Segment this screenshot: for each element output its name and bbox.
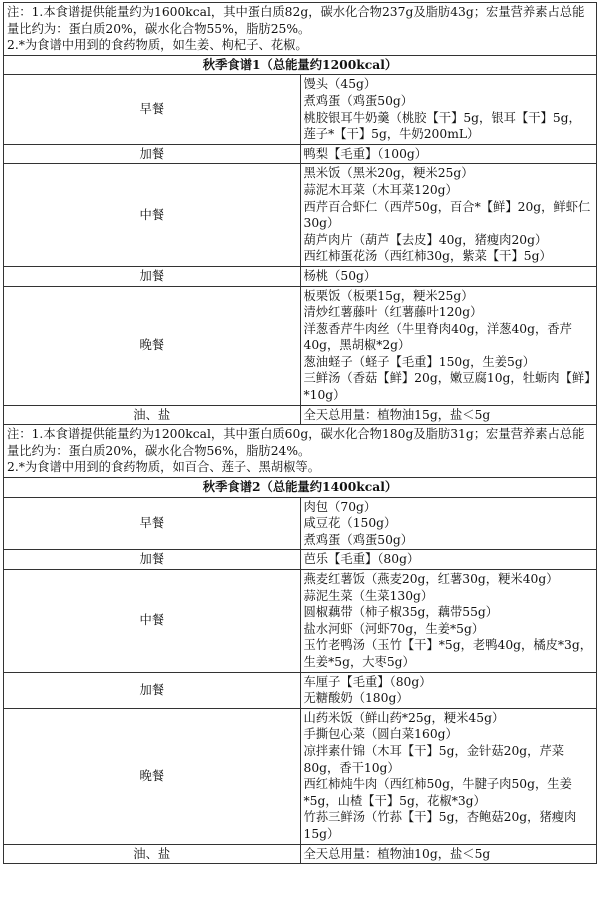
food-item: 西红柿蛋花汤（西红柿30g，紫菜【干】5g） <box>303 249 552 264</box>
section-note <box>4 3 597 56</box>
note-line: 2.*为食谱中用到的食药物质，如百合、莲子、黑胡椒等。 <box>7 460 321 475</box>
meal-items <box>300 497 597 550</box>
meal-row <box>4 844 597 864</box>
food-item: 桃胶银耳牛奶羹（桃胶【干】5g，银耳【干】5g，莲子*【干】5g，牛奶200mL） <box>303 110 581 142</box>
meal-row <box>4 672 597 708</box>
food-item: 圆椒藕带（柿子椒35g，藕带55g） <box>303 605 499 620</box>
meal-items <box>300 266 597 286</box>
meal-row <box>4 497 597 550</box>
note-row <box>4 3 597 56</box>
note-line: 注：1.本食谱提供能量约为1200kcal，其中蛋白质60g，碳水化合物180g及脂肪31g；宏量营养素占总能量比约为：蛋白质20%，碳水化合物56%，脂肪24%。 <box>7 427 585 458</box>
meal-name: 中餐 <box>4 164 301 267</box>
food-item: 盐水河虾（河虾70g，生姜*5g） <box>303 621 485 636</box>
food-item: 全天总用量：植物油10g，盐＜5g <box>303 846 491 861</box>
meal-name: 早餐 <box>4 497 301 550</box>
note-line: 2.*为食谱中用到的食药物质，如生姜、枸杞子、花椒。 <box>7 38 308 53</box>
meal-row <box>4 144 597 164</box>
food-item: 车厘子【毛重】（80g） <box>303 674 432 689</box>
food-item: 黑米饭（黑米20g，粳米25g） <box>303 166 474 181</box>
food-item: 手撕包心菜（圆白菜160g） <box>303 727 458 742</box>
recipe-title: 秋季食谱2（总能量约1400kcal） <box>4 478 597 498</box>
food-item: 燕麦红薯饭（燕麦20g，红薯30g，粳米40g） <box>303 572 559 586</box>
meal-name: 晚餐 <box>4 286 301 405</box>
meal-items <box>300 144 597 164</box>
food-item: 竹荪三鲜汤（竹荪【干】5g，杏鲍菇20g，猪瘦肉15g） <box>303 810 577 841</box>
recipe-title: 秋季食谱1（总能量约1200kcal） <box>4 55 597 75</box>
food-item: 杨桃（50g） <box>303 268 377 283</box>
meal-items <box>300 286 597 405</box>
meal-items <box>300 405 597 425</box>
meal-items <box>300 550 597 570</box>
meal-row <box>4 570 597 673</box>
food-item: 煮鸡蛋（鸡蛋50g） <box>303 93 414 108</box>
meal-items <box>300 75 597 144</box>
food-item: 洋葱香芹牛肉丝（牛里脊肉40g，洋葱40g，香芹40g，黑胡椒*2g） <box>303 321 572 353</box>
meal-name: 晚餐 <box>4 708 301 844</box>
food-item: 板栗饭（板栗15g，粳米25g） <box>303 288 474 303</box>
food-item: 凉拌素什锦（木耳【干】5g，金针菇20g，芹菜80g，香干10g） <box>303 743 565 775</box>
food-item: 芭乐【毛重】（80g） <box>303 552 420 567</box>
food-item: 馒头（45g） <box>303 77 377 92</box>
food-item: 葫芦肉片（葫芦【去皮】40g，猪瘦肉20g） <box>303 232 548 247</box>
meal-name: 加餐 <box>4 672 301 708</box>
meal-name: 加餐 <box>4 144 301 164</box>
meal-name: 早餐 <box>4 75 301 144</box>
food-item: 蒜泥生菜（生菜130g） <box>303 588 434 603</box>
food-item: 肉包（70g） <box>303 499 377 514</box>
food-item: 葱油蛏子（蛏子【毛重】150g，生姜5g） <box>303 354 535 369</box>
food-item: 鸭梨【毛重】（100g） <box>303 146 428 161</box>
food-item: 全天总用量：植物油15g，盐＜5g <box>303 407 491 422</box>
food-item: 咸豆花（150g） <box>303 516 397 531</box>
recipe-title-row <box>4 478 597 498</box>
food-item: 煮鸡蛋（鸡蛋50g） <box>303 532 414 547</box>
food-item: 无糖酸奶（180g） <box>303 691 409 706</box>
meal-row <box>4 405 597 425</box>
meal-items <box>300 570 597 673</box>
meal-row <box>4 164 597 267</box>
meal-name: 加餐 <box>4 550 301 570</box>
recipe-title-row <box>4 55 597 75</box>
meal-name: 中餐 <box>4 570 301 673</box>
meal-row <box>4 286 597 405</box>
food-item: 西红柿炖牛肉（西红柿50g，牛腱子肉50g，生姜*5g，山楂【干】5g，花椒*3g） <box>303 777 572 808</box>
meal-row <box>4 266 597 286</box>
note-row <box>4 425 597 478</box>
food-item: 三鲜汤（香菇【鲜】20g，嫩豆腐10g，牡蛎肉【鲜】*10g） <box>303 371 591 403</box>
food-item: 清炒红薯藤叶（红薯藤叶120g） <box>303 305 483 320</box>
meal-items <box>300 164 597 267</box>
meal-name: 油、盐 <box>4 405 301 425</box>
meal-items <box>300 708 597 844</box>
food-item: 西芹百合虾仁（西芹50g，百合*【鲜】20g，鲜虾仁30g） <box>303 199 591 231</box>
meal-row <box>4 550 597 570</box>
meal-items <box>300 844 597 864</box>
meal-row <box>4 708 597 844</box>
recipe-table <box>3 2 597 864</box>
meal-name: 加餐 <box>4 266 301 286</box>
meal-name: 油、盐 <box>4 844 301 864</box>
food-item: 蒜泥木耳菜（木耳菜120g） <box>303 182 458 197</box>
meal-row <box>4 75 597 144</box>
section-note <box>4 425 597 478</box>
meal-items <box>300 672 597 708</box>
food-item: 山药米饭（鲜山药*25g，粳米45g） <box>303 710 505 725</box>
note-line: 注：1.本食谱提供能量约为1600kcal，其中蛋白质82g，碳水化合物237g及脂肪43g；宏量营养素占总能量比约为：蛋白质20%，碳水化合物55%，脂肪25%。 <box>7 5 585 36</box>
food-item: 玉竹老鸭汤（玉竹【干】*5g，老鸭40g，橘皮*3g，生姜*5g，大枣5g） <box>303 638 593 669</box>
recipe-table-body <box>4 3 597 864</box>
